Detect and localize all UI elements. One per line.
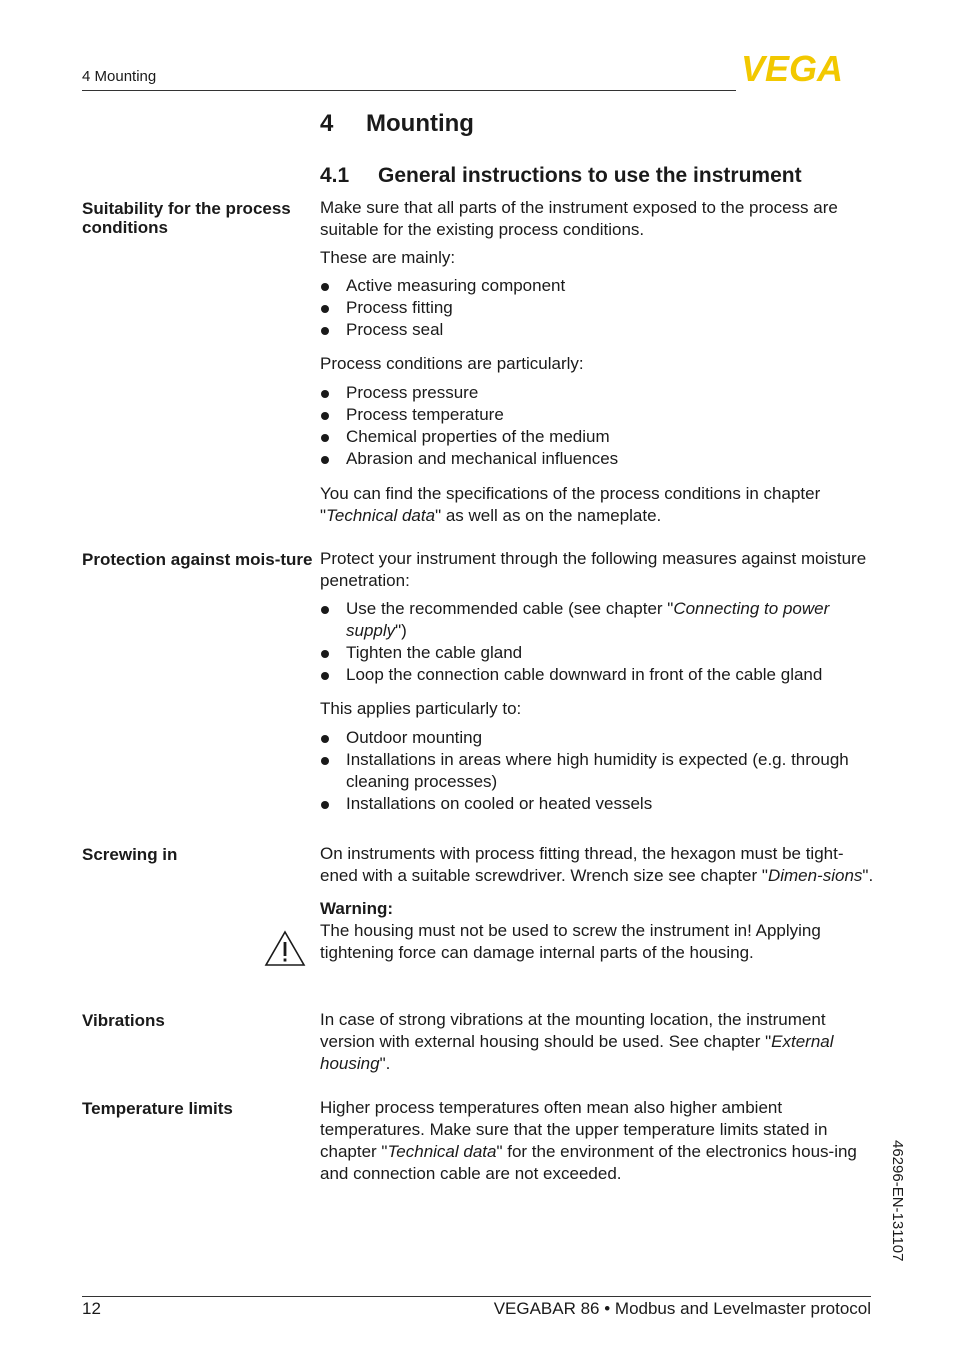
chapter-reference: External housing [320, 1032, 834, 1073]
applies-intro: This applies particularly to: [320, 699, 522, 718]
conditions-intro: Process conditions are particularly: [320, 354, 584, 373]
moisture-measures-list [320, 598, 880, 686]
list-item: Process temperature [320, 404, 880, 426]
list-item: Tighten the cable gland [320, 642, 880, 664]
warning-title: Warning: [320, 899, 394, 918]
list-item: Process pressure [320, 382, 880, 404]
text-run: Higher process temperatures often mean also higher ambient temperatures. Make sure that the upper temperature limits stated in chapter " [320, 1098, 828, 1161]
list-item: Chemical properties of the medium [320, 426, 880, 448]
product-name: VEGABAR 86 • Modbus and Levelmaster protocol [493, 1299, 871, 1318]
moisture-label: Protection against mois-ture [82, 550, 313, 569]
conditions-list [320, 382, 880, 470]
chapter-title: Mounting [366, 110, 474, 137]
text-run: ") [395, 621, 407, 640]
screwing-label: Screwing in [82, 845, 178, 864]
text-run: In case of strong vibrations at the mounting location, the instrument version with external housing should be used. See chapter " [320, 1010, 826, 1051]
list-item: Active measuring component [320, 275, 880, 297]
list-item: Loop the connection cable downward in front of the cable gland [320, 664, 880, 686]
text-run: ". [379, 1054, 391, 1073]
temperature-text [320, 1097, 880, 1185]
spec-reference [320, 483, 880, 527]
list-item: Process seal [320, 319, 880, 341]
warning-triangle-icon [264, 930, 306, 973]
document-id: 46296-EN-131107 [889, 1140, 906, 1262]
warning-text: The housing must not be used to screw the instrument in! Applying tightening force can damage internal parts of the housing. [320, 921, 821, 962]
text-run: ". [862, 866, 874, 885]
chapter-reference: Technical data [387, 1142, 497, 1161]
chapter-heading [320, 110, 474, 138]
section-heading [320, 164, 802, 188]
temperature-label: Temperature limits [82, 1099, 233, 1118]
section-title: General instructions to use the instrument [378, 164, 802, 187]
chapter-reference: Connecting to power supply [346, 599, 830, 640]
screwing-text [320, 843, 880, 887]
vega-logo [741, 53, 872, 88]
text-run: On instruments with process fitting thread, the hexagon must be tight-ened with a suitable screwdriver. Wrench size see chapter " [320, 844, 844, 885]
list-item: Abrasion and mechanical influences [320, 448, 880, 470]
vega-logo-mark [741, 53, 872, 83]
screwing-body [320, 843, 880, 964]
suitability-intro: Make sure that all parts of the instrument exposed to the process are suitable for the existing process conditions. [320, 198, 838, 239]
text-run: " for the environment of the electronics hous-ing and connection cable are not exceeded. [320, 1142, 857, 1183]
vibrations-label: Vibrations [82, 1011, 165, 1030]
text-run: You can find the specifications of the process conditions in chapter " [320, 484, 821, 525]
section-number: 4.1 [320, 164, 350, 187]
moisture-intro: Protect your instrument through the following measures against moisture penetration: [320, 549, 867, 590]
text-run: " as well as on the nameplate. [435, 506, 662, 525]
list-item: Installations on cooled or heated vessels [320, 793, 880, 815]
vibrations-text [320, 1009, 880, 1075]
vibrations-body [320, 1009, 880, 1075]
applies-list [320, 727, 880, 815]
mainly-intro: These are mainly: [320, 248, 456, 267]
text-run: Use the recommended cable (see chapter " [346, 599, 674, 618]
list-item: Process fitting [320, 297, 880, 319]
chapter-number: 4 [320, 110, 334, 137]
chapter-reference: Technical data [326, 506, 436, 525]
suitability-label: Suitability for the process conditions [82, 199, 291, 237]
footer-rule [82, 1296, 871, 1297]
suitability-body [320, 197, 880, 527]
warning-triangle-icon-graphic [264, 930, 306, 968]
running-header: 4 Mounting [82, 68, 157, 85]
list-item: Outdoor mounting [320, 727, 880, 749]
list-item [320, 598, 880, 642]
temperature-body [320, 1097, 880, 1185]
chapter-reference: Dimen-sions [767, 866, 863, 885]
vega-logo-text: VEGA [741, 53, 844, 83]
page-number: 12 [82, 1299, 101, 1318]
list-item: Installations in areas where high humidity is expected (e.g. through cleaning processes) [320, 749, 880, 793]
moisture-body [320, 548, 880, 815]
header-rule [82, 90, 736, 91]
mainly-list [320, 275, 880, 341]
